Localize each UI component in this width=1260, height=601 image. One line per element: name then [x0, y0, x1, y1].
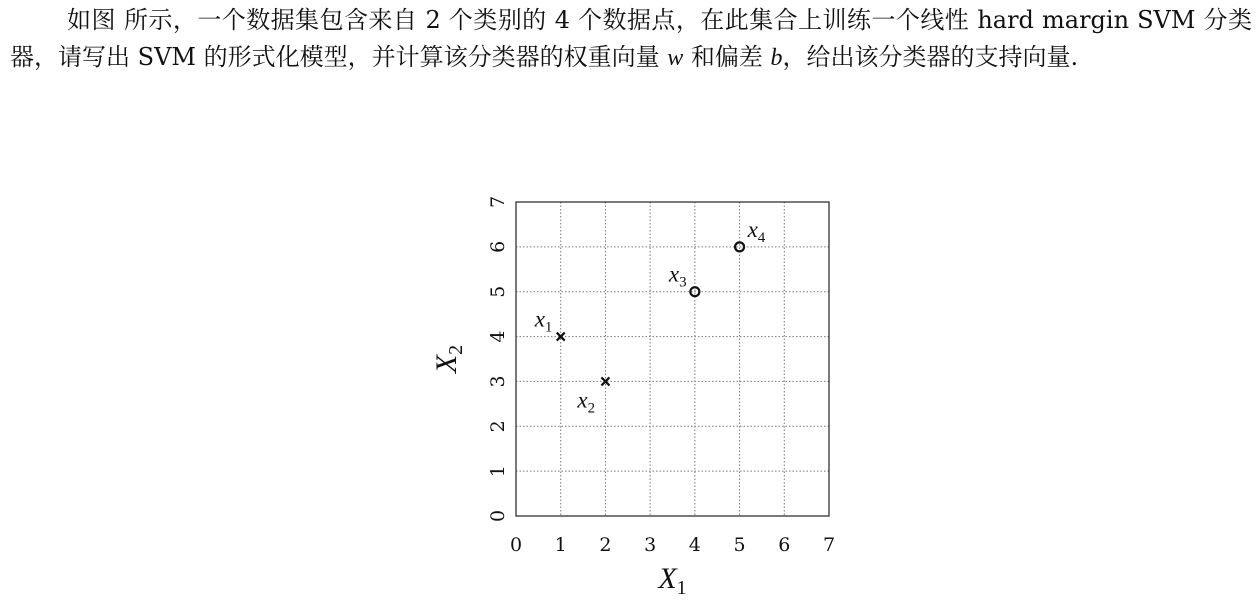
plot-frame — [516, 202, 829, 516]
x-tick-label: 5 — [733, 534, 746, 556]
x-tick-label: 0 — [509, 534, 523, 556]
x-tick-label: 1 — [554, 534, 567, 556]
x-tick-label: 3 — [644, 534, 657, 556]
x-tick-label: 2 — [599, 534, 612, 556]
point-label-3: $x_3$ — [668, 261, 687, 291]
question-part-2: 和偏差 — [683, 43, 771, 71]
point-label-4: $x_4$ — [747, 216, 766, 246]
y-tick-label: 0 — [487, 509, 509, 523]
point-label-1: $x_1$ — [534, 306, 553, 336]
x-axis-label: $X_1$ — [658, 562, 687, 599]
question-part-3: ，给出该分类器的支持向量. — [782, 43, 1079, 71]
point-label-2: $x_2$ — [577, 387, 596, 417]
x-tick-label: 4 — [688, 534, 701, 556]
y-axis-label: $X_2$ — [430, 344, 467, 374]
y-tick-label: 3 — [487, 375, 509, 388]
x-tick-label: 7 — [822, 534, 836, 556]
y-tick-label: 7 — [487, 195, 509, 209]
grid — [516, 202, 829, 516]
y-tick-label: 2 — [487, 420, 509, 433]
question-part-1: 如图 所示，一个数据集包含来自 2 个类别的 4 个数据点，在此集合上训练一个线性 hard margin SVM 分类器，请写出 SVM 的形式化模型，并计算该分类器的权重向量 — [10, 6, 1252, 71]
y-tick-label: 5 — [487, 285, 509, 298]
weight-symbol: w — [667, 45, 684, 71]
y-tick-label: 6 — [487, 240, 509, 253]
tick-labels — [487, 196, 835, 556]
circle-marker-4 — [735, 242, 744, 251]
y-tick-label: 4 — [487, 330, 509, 343]
x-tick-label: 6 — [778, 534, 791, 556]
y-tick-label: 1 — [487, 465, 509, 478]
bias-symbol: b — [770, 45, 783, 71]
